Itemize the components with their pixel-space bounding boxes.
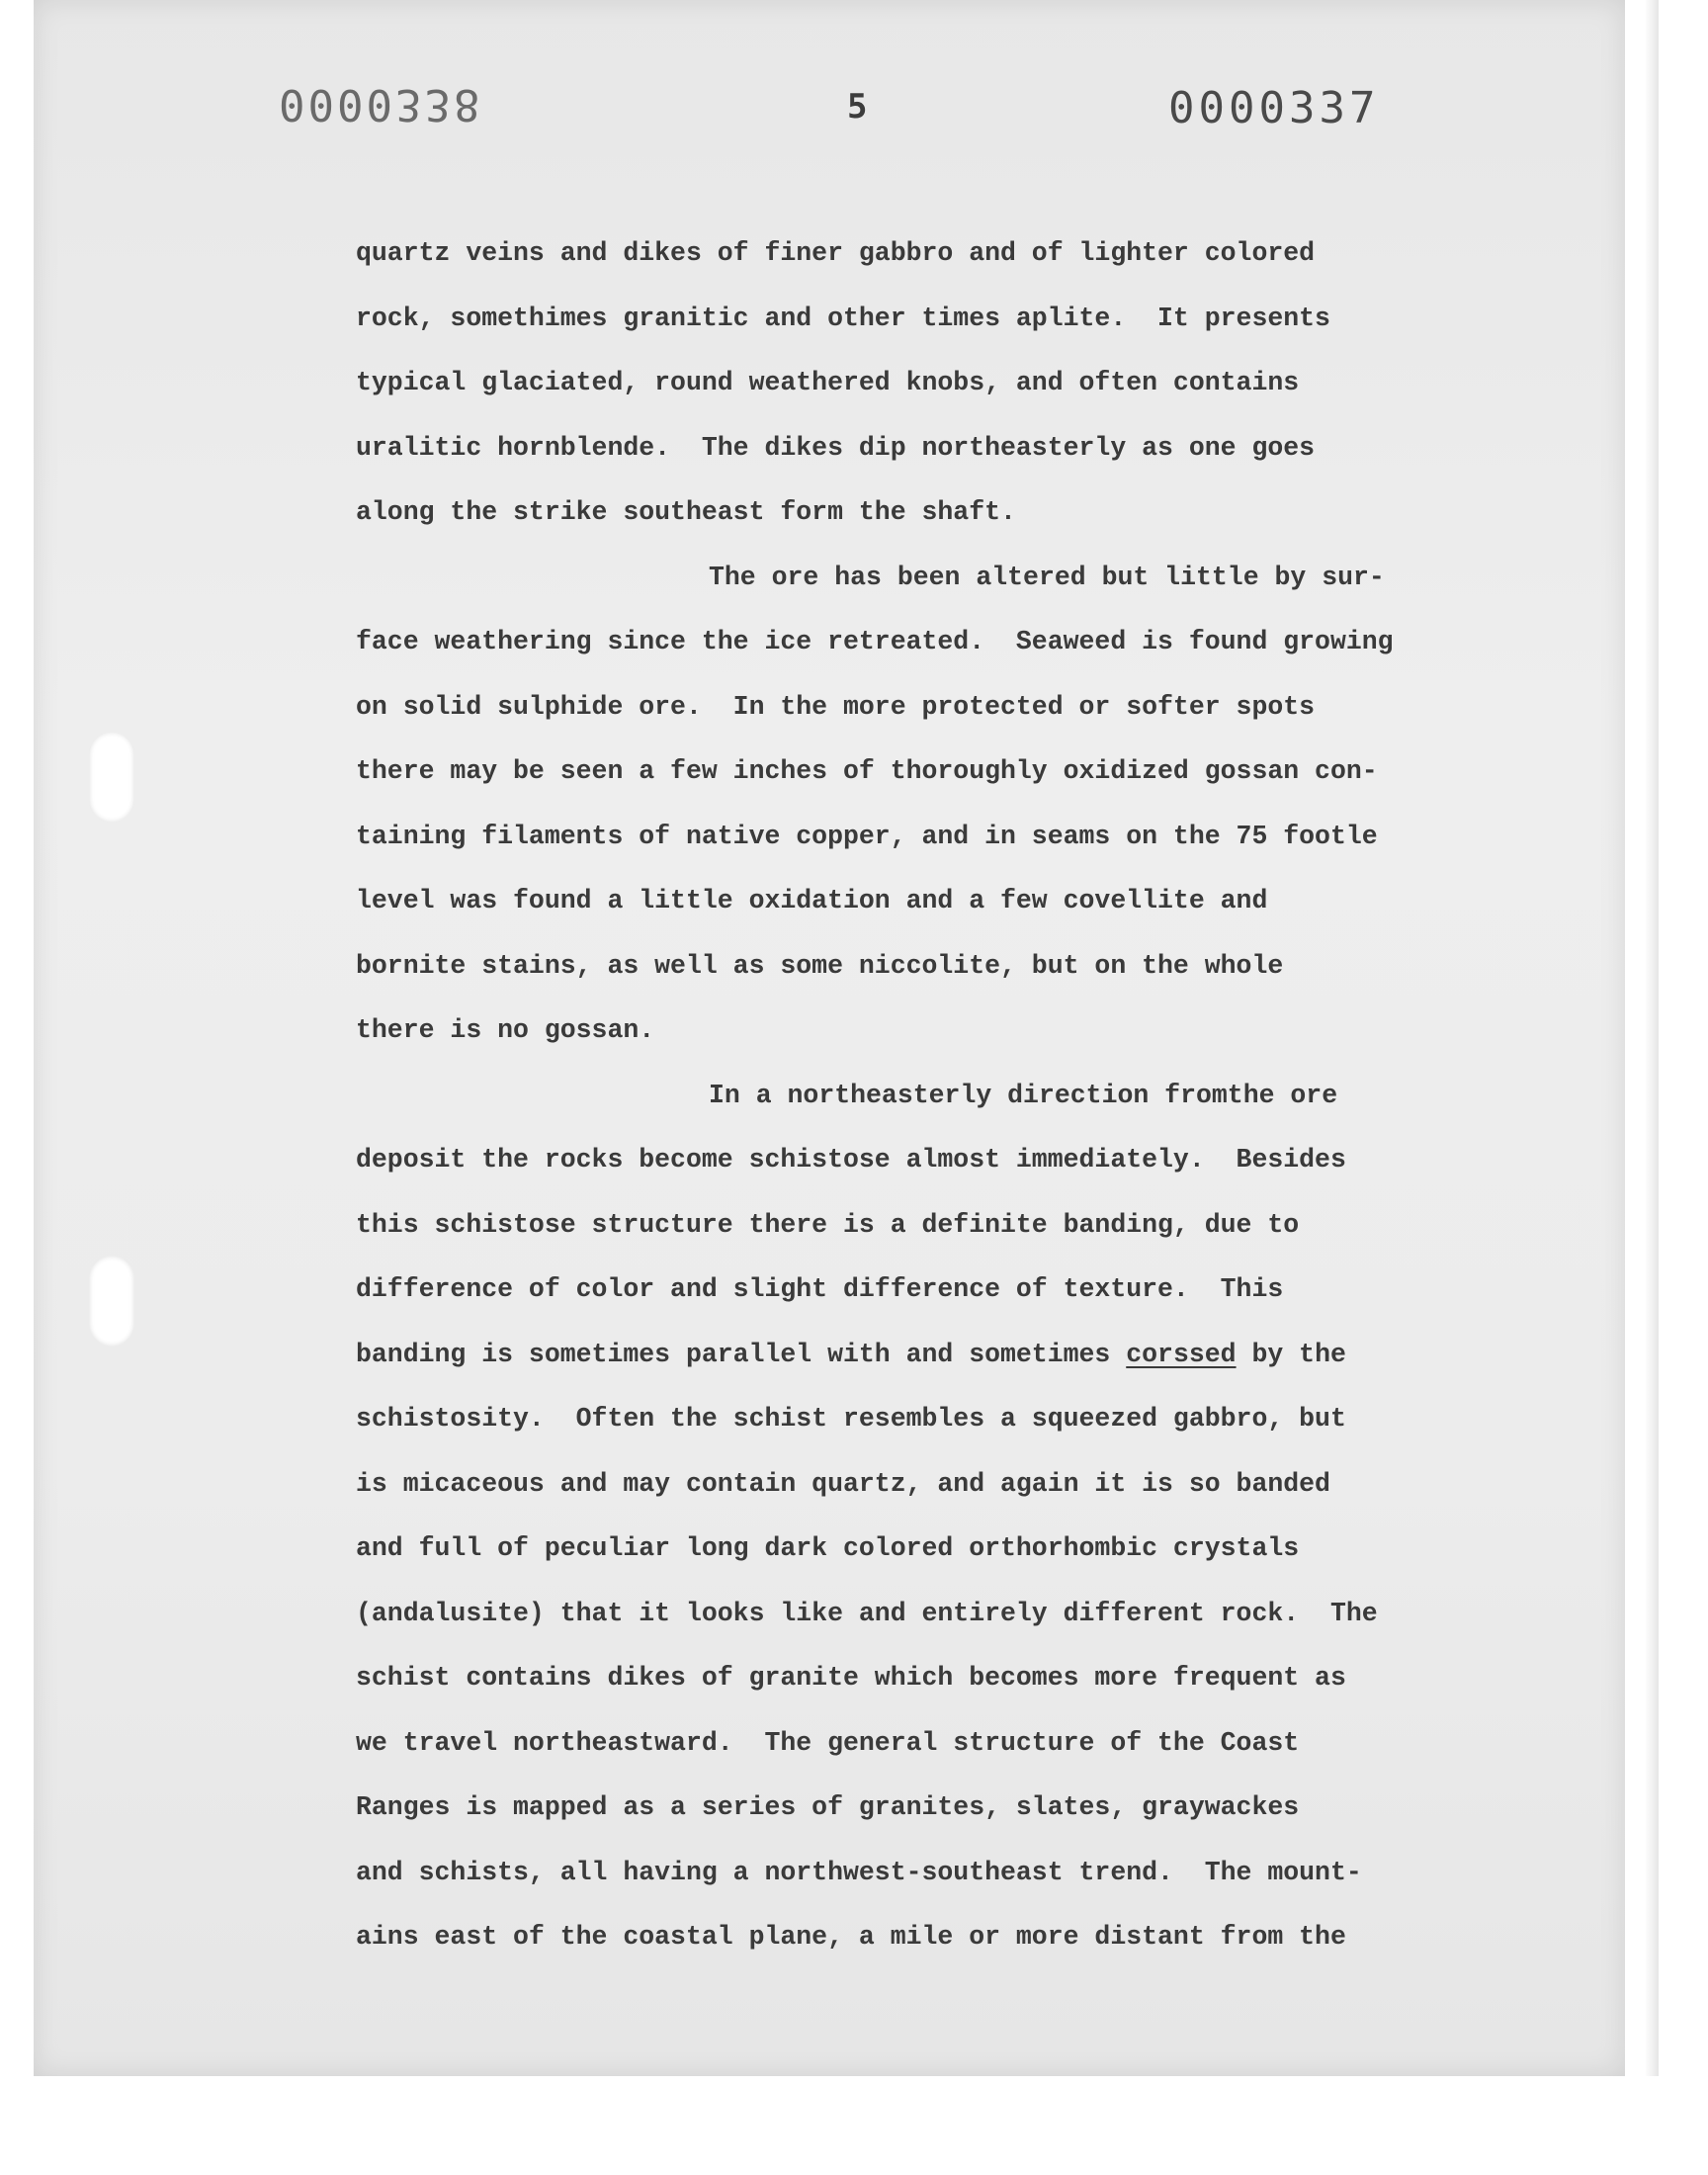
text-line: deposit the rocks become schistose almost immediately. Besides [356, 1145, 1346, 1174]
paragraph-first-line: The ore has been altered but little by sur- [709, 562, 1385, 592]
text-line: schistosity. Often the schist resembles a squeezed gabbro, but [356, 1404, 1346, 1434]
text-line: on solid sulphide ore. In the more protected or softer spots [356, 691, 1316, 722]
text-line: and schists, all having a northwest-southeast trend. The mount- [356, 1857, 1362, 1887]
text-line: ains east of the coastal plane, a mile or more distant from the [356, 1922, 1346, 1952]
text-line: this schistose structure there is a definite banding, due to [356, 1209, 1300, 1240]
text-line: level was found a little oxidation and a few covellite and [356, 886, 1268, 915]
text-line: difference of color and slight difference of texture. This [356, 1274, 1284, 1304]
text-line: bornite stains, as well as some niccolite, but on the whole [356, 950, 1284, 981]
text-line: typical glaciated, round weathered knobs, and often contains [356, 368, 1300, 397]
underlined-word: corssed [1126, 1339, 1237, 1369]
text-line: rock, somethimes granitic and other times aplite. It presents [356, 303, 1330, 333]
text-line-with-underlined-word: banding is sometimes parallel with and sometimes corssed by the [356, 1339, 1346, 1369]
mirrored-stamp-number: 0000338 [279, 79, 483, 130]
typed-body-text [356, 221, 1483, 1970]
text-line: uralitic hornblende. The dikes dip northeasterly as one goes [356, 432, 1316, 463]
text-line: and full of peculiar long dark colored orthorhombic crystals [356, 1533, 1300, 1563]
text-line: there may be seen a few inches of thoroughly oxidized gossan con- [356, 756, 1378, 786]
text-line: along the strike southeast form the shaft. [356, 497, 1016, 527]
text-line: we travel northeastward. The general structure of the Coast [356, 1727, 1300, 1758]
text-line: (andalusite) that it looks like and entirely different rock. The [356, 1598, 1378, 1628]
stamp-number: 0000337 [1168, 83, 1380, 133]
paragraph-first-line: In a northeasterly direction fromthe ore [709, 1080, 1338, 1110]
text-line: Ranges is mapped as a series of granites, slates, graywackes [356, 1792, 1300, 1822]
text-line: schist contains dikes of granite which becomes more frequent as [356, 1663, 1346, 1693]
text-line: face weathering since the ice retreated. Seaweed is found growing [356, 627, 1394, 656]
text-line: taining filaments of native copper, and in seams on the 75 footle [356, 821, 1378, 851]
punch-hole-upper [89, 732, 134, 823]
text-line: is micaceous and may contain quartz, and again it is so banded [356, 1468, 1330, 1499]
punch-hole-lower [89, 1256, 134, 1347]
page-edge-shadow [1645, 0, 1659, 2076]
text-line: quartz veins and dikes of finer gabbro and of lighter colored [356, 238, 1316, 268]
page-number: 5 [847, 87, 868, 127]
text-line: there is no gossan. [356, 1015, 655, 1045]
